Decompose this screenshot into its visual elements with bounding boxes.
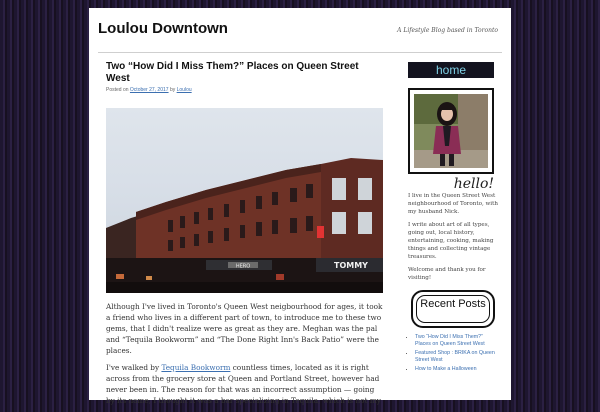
bio-paragraph: I write about art of all types, going out, local history, entertaining, cooking, making things and collecting vintage treasures. <box>408 222 494 260</box>
sidebar <box>408 62 498 375</box>
by-label: by <box>169 87 176 93</box>
author-link[interactable]: Loulou <box>176 87 192 93</box>
recent-post-link[interactable]: • How to Make a Halloween <box>415 366 498 373</box>
sign-right: TOMMY <box>334 261 368 270</box>
post-article <box>106 61 383 405</box>
recent-posts-list <box>408 334 498 373</box>
posted-on-label: Posted on <box>106 87 129 93</box>
post-photo <box>106 108 383 293</box>
page-container <box>89 8 511 405</box>
post-date-link[interactable]: October 27, 2017 <box>129 87 169 93</box>
post-paragraph <box>106 362 383 406</box>
post-title[interactable]: Two “How Did I Miss Them?” Places on Queen Street West <box>106 61 359 84</box>
header-divider <box>98 52 502 53</box>
tequila-bookworm-link[interactable]: Tequila Bookworm <box>161 363 231 372</box>
author-bio <box>408 192 498 282</box>
home-link[interactable]: home <box>408 62 494 78</box>
paragraph-text: countless times, located as it is right across from the grocery store at Queen and Portland Street, however had never been in. The reason for that was an incorrect assumption — going by its name, I thought it was a bar specializing in Tequila, which is not my <box>106 363 381 405</box>
paragraph-text: I've walked by <box>106 363 160 372</box>
bio-paragraph: Welcome and thank you for visiting! <box>408 267 486 281</box>
post-meta <box>106 87 383 93</box>
recent-posts-title: Recent Posts <box>416 295 490 323</box>
avatar <box>408 88 494 174</box>
post-body <box>106 301 383 412</box>
post-paragraph: Although I've lived in Toronto's Queen West neigbourhood for ages, it took a friend who lives in a different part of town, to introduce me to these two gems, that I didn't realize were as great as they are. Meghan was the pal and “Tequila Bookworm” and “The Done Right Inn's Back Patio” were the places. <box>106 302 383 355</box>
recent-post-link[interactable]: • Featured Shop : BRIKA on Queen Street West <box>415 350 498 364</box>
author-photo <box>414 94 488 168</box>
recent-post-link[interactable]: • Two “How Did I Miss Them?” Places on Queen Street West <box>415 334 498 348</box>
site-title[interactable]: Loulou Downtown <box>98 20 228 37</box>
bio-paragraph: I live in the Queen Street West neighbourhood of Toronto, with my husband Nick. <box>408 193 498 215</box>
site-tagline: A Lifestyle Blog based in Toronto <box>397 27 498 34</box>
recent-posts-heading <box>411 290 495 328</box>
sign-left: HERO <box>235 263 251 270</box>
queen-street-photo <box>106 108 383 293</box>
hello-signature: hello! <box>453 176 494 192</box>
